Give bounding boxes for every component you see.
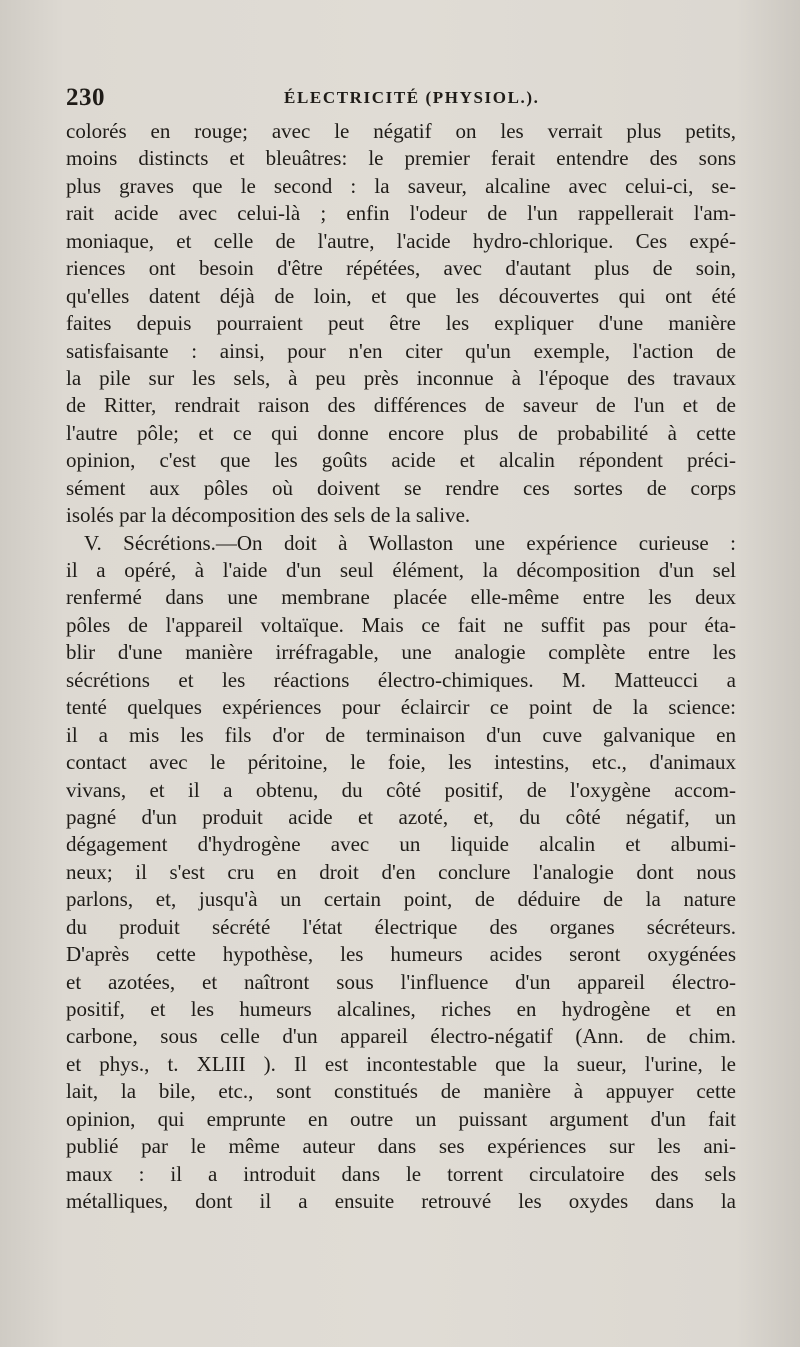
text-line: moniaque, et celle de l'autre, l'acide hydro-chlorique. Ces expé- <box>66 228 736 253</box>
text-line: la pile sur les sels, à peu près inconnue à l'époque des travaux <box>66 365 736 390</box>
section-heading-line: V. Sécrétions.—On doit à Wollaston une expérience curieuse : <box>84 530 736 555</box>
text-line: sément aux pôles où doivent se rendre ces sortes de corps <box>66 475 736 500</box>
text-line: opinion, qui emprunte en outre un puissant argument d'un fait <box>66 1106 736 1131</box>
text-line: de Ritter, rendrait raison des différences de saveur de l'un et de <box>66 393 736 418</box>
text-line: colorés en rouge; avec le négatif on les verrait plus petits, <box>66 119 736 143</box>
text-line: l'autre pôle; et ce qui donne encore plus de probabilité à cette <box>66 420 736 445</box>
text-line: et azotées, et naîtront sous l'influence d'un appareil électro- <box>66 969 736 994</box>
text-line: tenté quelques expériences pour éclaircir ce point de la science: <box>66 695 736 720</box>
text-line: plus graves que le second : la saveur, alcaline avec celui-ci, se- <box>66 173 736 198</box>
text-line: pagné d'un produit acide et azoté, et, du côté négatif, un <box>66 804 736 829</box>
text-line: lait, la bile, etc., sont constitués de manière à appuyer cette <box>66 1079 736 1104</box>
text-line: riences ont besoin d'être répétées, avec d'autant plus de soin, <box>66 256 736 281</box>
text-line: qu'elles datent déjà de loin, et que les découvertes qui ont été <box>66 283 736 308</box>
text-line: il a mis les fils d'or de terminaison d'un cuve galvanique en <box>66 722 736 747</box>
text-line: rait acide avec celui-là ; enfin l'odeur de l'un rappellerait l'am- <box>66 201 736 226</box>
paragraph-last-line: isolés par la décomposition des sels de la salive. <box>66 503 471 528</box>
text-line: D'après cette hypothèse, les humeurs acides seront oxygénées <box>66 942 736 967</box>
text-line: maux : il a introduit dans le torrent circulatoire des sels <box>66 1161 736 1186</box>
page-number: 230 <box>66 84 105 111</box>
text-line: du produit sécrété l'état électrique des organes sécréteurs. <box>66 914 736 939</box>
text-line: sécrétions et les réactions électro-chimiques. M. Matteucci a <box>66 667 736 692</box>
text-line: vivans, et il a obtenu, du côté positif, de l'oxygène accom- <box>66 777 736 802</box>
text-line: positif, et les humeurs alcalines, riches en hydrogène et en <box>66 997 736 1021</box>
text-line: faites depuis pourraient peut être les expliquer d'une manière <box>66 311 736 336</box>
text-line: métalliques, dont il a ensuite retrouvé les oxydes dans la <box>66 1189 736 1214</box>
text-line: dégagement d'hydrogène avec un liquide alcalin et albumi- <box>66 832 736 857</box>
text-line: il a opéré, à l'aide d'un seul élément, la décomposition d'un sel <box>66 558 736 582</box>
text-line: moins distincts et bleuâtres: le premier ferait entendre des sons <box>66 146 736 171</box>
text-line: satisfaisante : ainsi, pour n'en citer qu'un exemple, l'action de <box>66 338 736 363</box>
text-line: blir d'une manière irréfragable, une analogie complète entre les <box>66 640 736 665</box>
body-text <box>66 118 736 1216</box>
text-line: neux; il s'est cru en droit d'en conclure l'analogie dont nous <box>66 859 736 884</box>
text-line: parlons, et, jusqu'à un certain point, de déduire de la nature <box>66 887 736 912</box>
text-line: renfermé dans une membrane placée elle-même entre les deux <box>66 585 736 610</box>
page-header <box>66 84 734 120</box>
text-line: contact avec le péritoine, le foie, les intestins, etc., d'animaux <box>66 750 736 775</box>
text-line: pôles de l'appareil voltaïque. Mais ce fait ne suffit pas pour éta- <box>66 612 736 637</box>
text-line: publié par le même auteur dans ses expériences sur les ani- <box>66 1134 736 1159</box>
text-line: opinion, c'est que les goûts acide et alcalin répondent préci- <box>66 448 736 473</box>
running-head: ÉLECTRICITÉ (PHYSIOL.). <box>284 88 540 107</box>
text-line: et phys., t. XLIII ). Il est incontestable que la sueur, l'urine, le <box>66 1051 736 1076</box>
text-line: carbone, sous celle d'un appareil électro-négatif (Ann. de chim. <box>66 1024 736 1049</box>
